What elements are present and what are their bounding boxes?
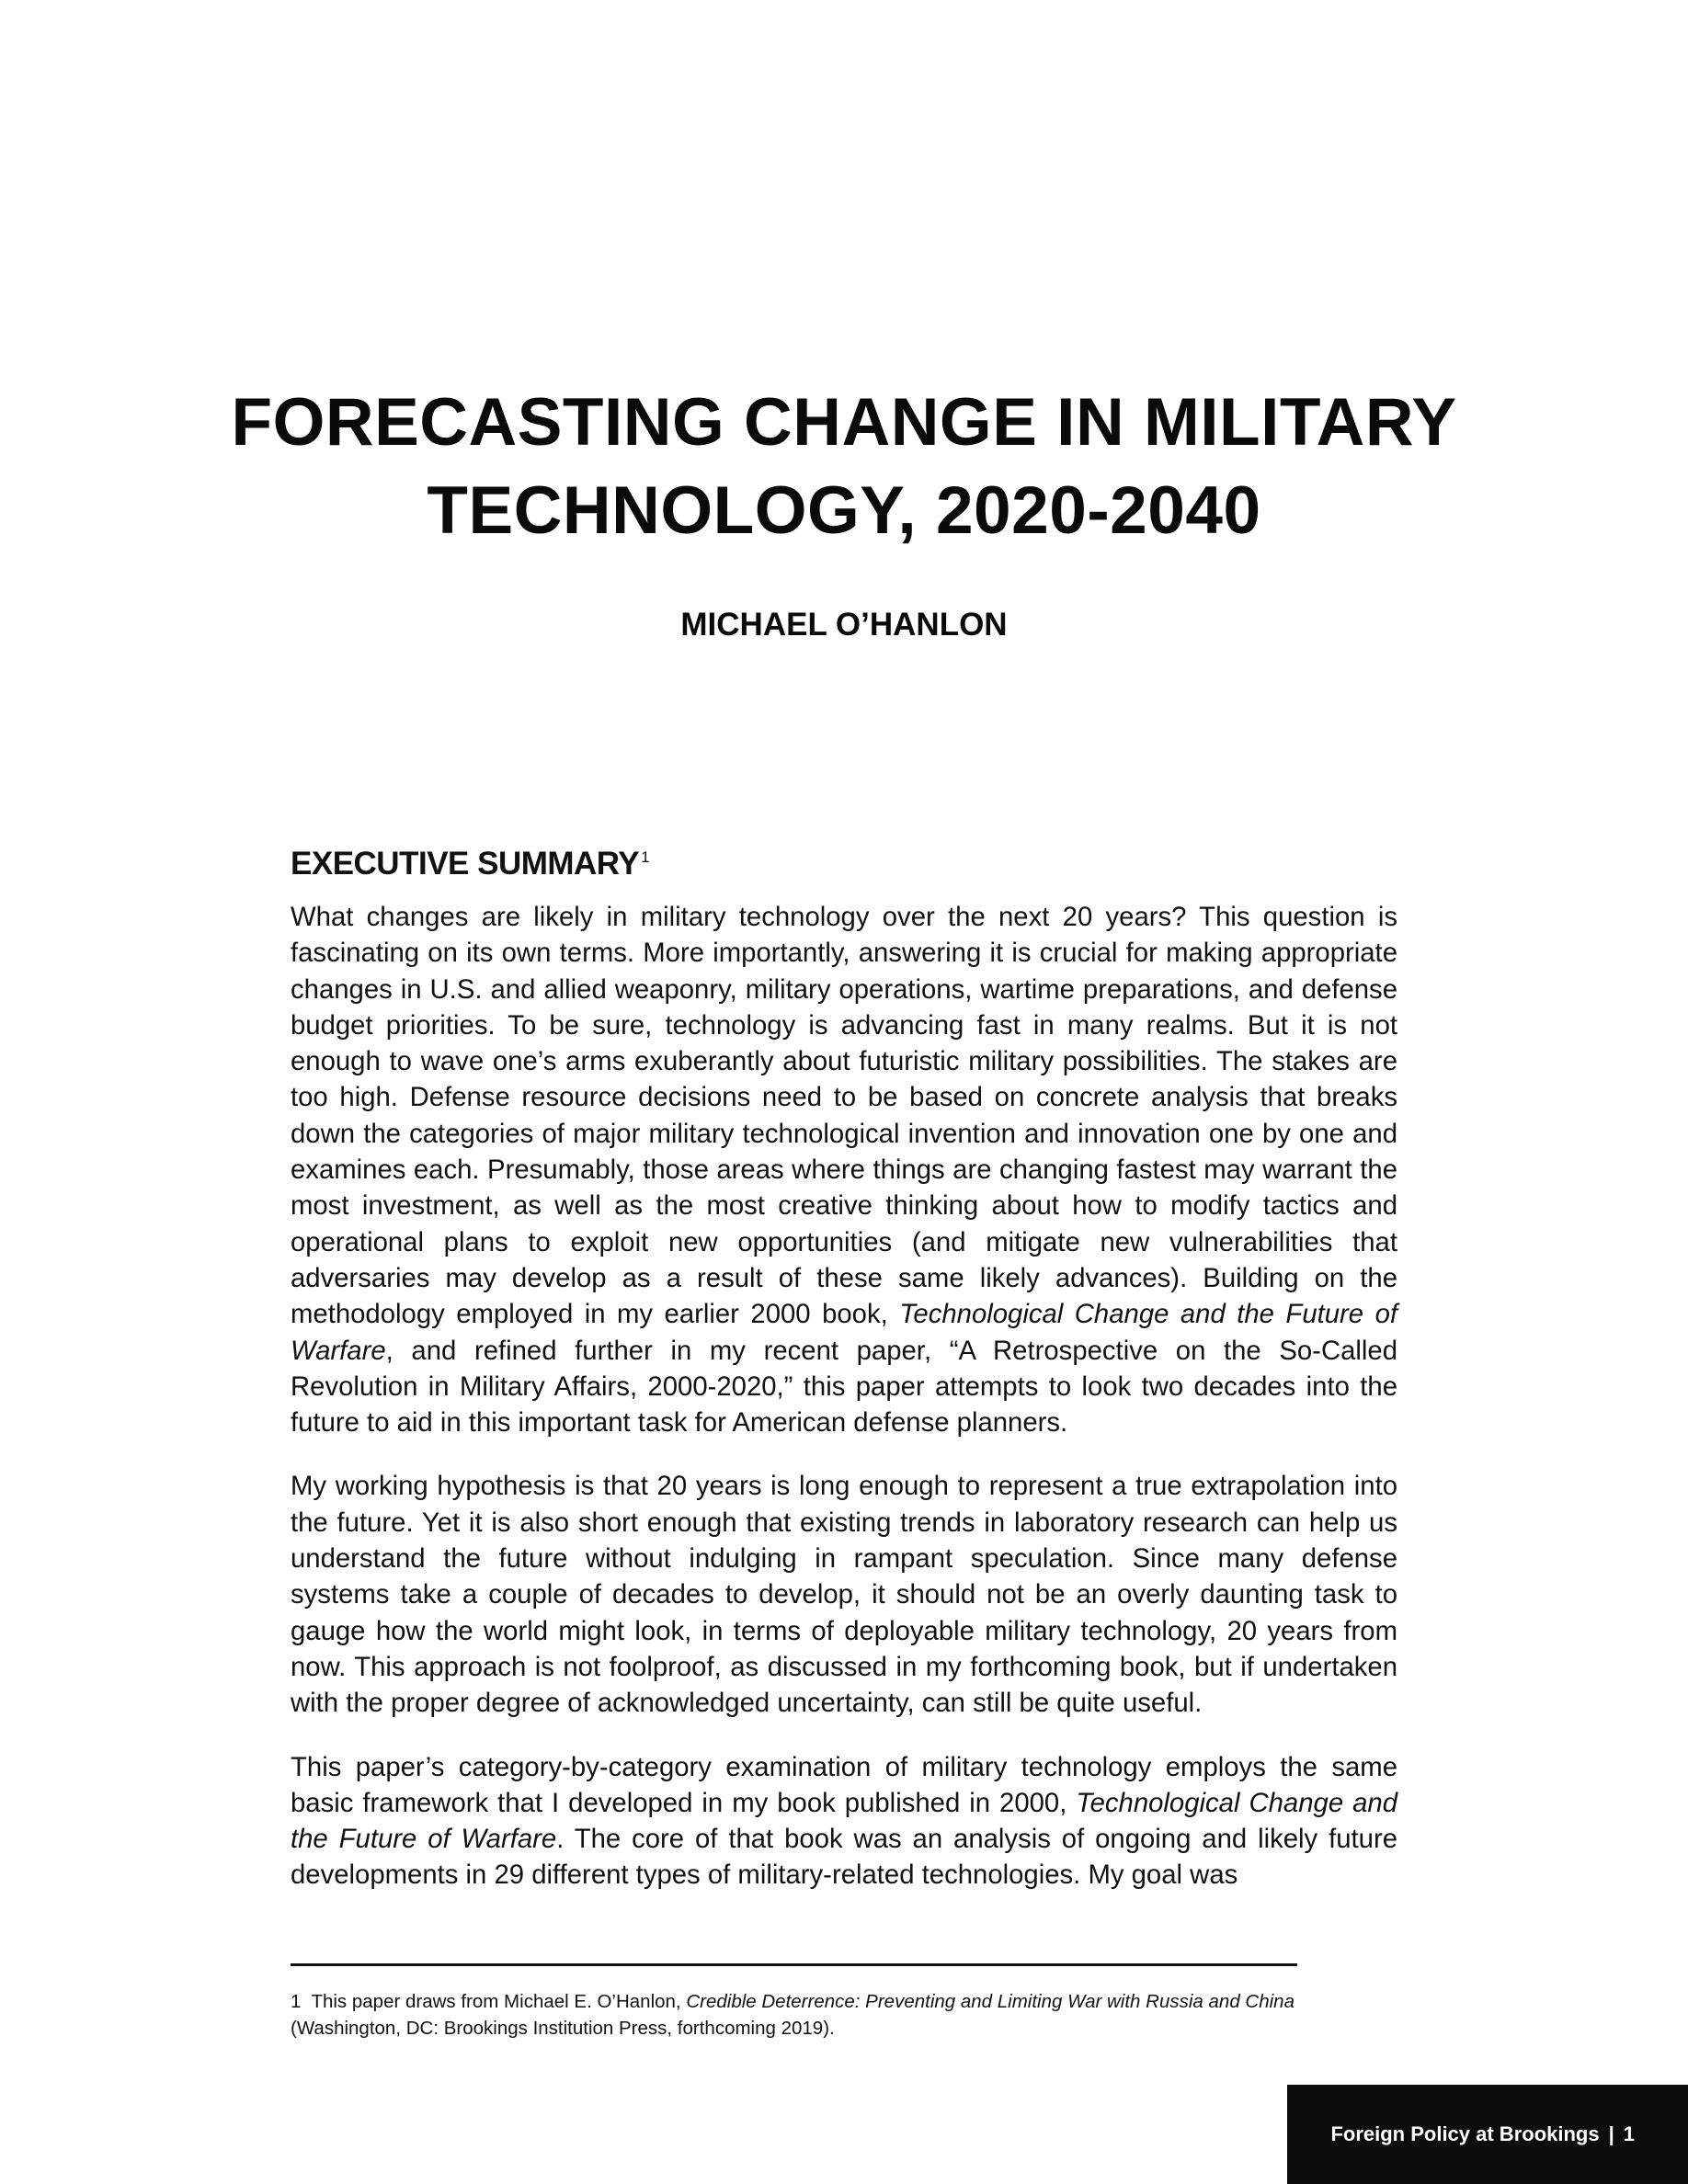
footnote-number: 1: [291, 1991, 302, 2012]
section-heading-text: EXECUTIVE SUMMARY: [291, 846, 640, 882]
paragraph-1: [291, 899, 1397, 1440]
book-title-italic: Technological Change and the Future of Warfare: [291, 1787, 1397, 1855]
footer-separator: |: [1608, 2122, 1614, 2145]
page-title: [0, 379, 1688, 555]
footer-label: Foreign Policy at Brookings: [1330, 2122, 1600, 2145]
section-heading: [291, 846, 1397, 882]
paragraph-3: [291, 1749, 1397, 1894]
author-name: MICHAEL O’HANLON: [680, 607, 1008, 643]
paragraph-1-text-a: What changes are likely in military technology over the next 20 years? This question is fascinating on its own terms. More importantly, answering it is crucial for making appropriate changes in U.S. and allied weaponry, military operations, wartime preparations, and defense budget priorities. To be sure, technology is advancing fast in many realms. But it is not enough to wave one’s arms exuberantly about futuristic military possibilities. The stakes are too high. Defense resource decisions need to be based on concrete analysis that breaks down the categories of major military technological invention and innovation one by one and examines each. Presumably, those areas where things are changing fastest may warrant the most investment, as well as the most creative thinking about how to modify tactics and operational plans to exploit new opportunities (and mitigate new vulnerabilities that adversaries may develop as a result of these same likely advances). Building on the methodology employed in my earlier 2000 book,: [291, 902, 1397, 1330]
paragraph-1-text-b: , and refined further in my recent paper, “A Retrospective on the So-Called Revolution in Military Affairs, 2000-2020,” this paper attempts to look two decades into the future to aid in this important task for American defense planners.: [291, 1335, 1397, 1439]
title-line-2: TECHNOLOGY, 2020-2040: [427, 473, 1261, 548]
footnote-text-a: This paper draws from Michael E. O’Hanlon,: [311, 1991, 687, 2012]
footnote-text-b: (Washington, DC: Brookings Institution Press, forthcoming 2019).: [291, 2018, 835, 2039]
paragraph-3-text-a: This paper’s category-by-category examination of military technology employs the same basic framework that I developed in my book published in 2000,: [291, 1751, 1397, 1818]
page-number: 1: [1623, 2122, 1635, 2145]
footnote-reference[interactable]: 1: [641, 848, 650, 867]
paragraph-3-text-b: . The core of that book was an analysis of ongoing and likely future developments in 29 different types of military-related technologies. My goal was: [291, 1824, 1398, 1891]
page-footer: [1287, 2085, 1688, 2184]
footnote-italic-title: Credible Deterrence: Preventing and Limiting War with Russia and China: [686, 1991, 1295, 2012]
main-content: [291, 846, 1397, 1921]
footnote: [291, 1988, 1375, 2042]
paragraph-2: My working hypothesis is that 20 years is long enough to represent a true extrapolation into the future. Yet it is also short enough that existing trends in laboratory research can help us understand the future without indulging in rampant speculation. Since many defense systems take a couple of decades to develop, it should not be an overly daunting task to gauge how the world might look, in terms of deployable military technology, 20 years from now. This approach is not foolproof, as discussed in my forthcoming book, but if undertaken with the proper degree of acknowledged uncertainty, can still be quite useful.: [291, 1471, 1397, 1719]
book-title-italic: Technological Change and the Future of Warfare: [291, 1299, 1398, 1366]
footnote-divider: [291, 1963, 1297, 1966]
title-line-1: FORECASTING CHANGE IN MILITARY: [231, 385, 1457, 460]
